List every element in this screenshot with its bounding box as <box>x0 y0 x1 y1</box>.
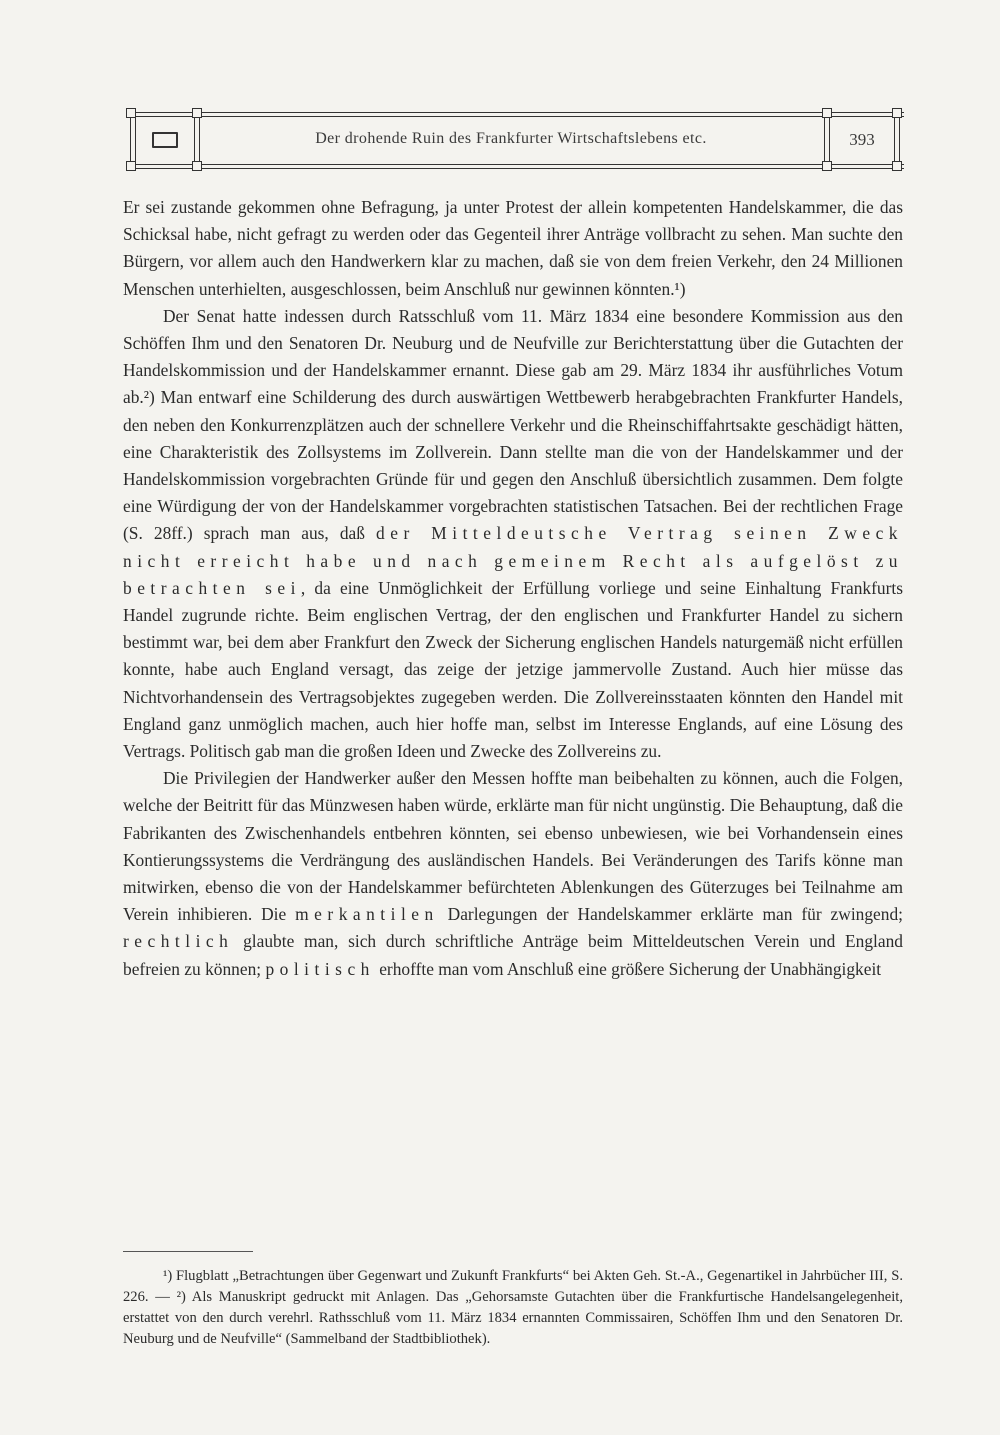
page-number: 393 <box>849 130 875 149</box>
header-rule <box>126 112 904 113</box>
header-ornament-icon <box>152 132 178 148</box>
text-run: , da eine Unmöglichkeit der Erfüllung vorliege und seine Einhaltung Frankfurts Handel zugrunde richte. Beim englischen Vertrag, der den englischen und Frankfurter Handel zu sichern bestimmt war, bei dem aber Frankfurt den Zweck der Sicherung englischen Handels naturgemäß nicht erfüllen konnte, habe auch England versagt, das zeige der jetzige jammervolle Zustand. Auch hier müsse das Nichtvorhandensein des Vertragsobjektes zugegeben werden. Die Zollvereinsstaaten könnten den Handel mit England ganz unmöglich machen, auch hier hoffe man, selbst im Interesse Englands, auf eine Lösung des Vertrags. Politisch gab man die großen Ideen und Zwecke des Zollvereins zu. <box>123 577 903 762</box>
header-corner-square <box>192 161 202 171</box>
emphasized-text: merkantilen <box>295 904 439 925</box>
paragraph <box>123 303 903 765</box>
text-run: Er sei zustande gekommen ohne Befragung, ja unter Protest der allein kompetenten Handelskammer, die das Schicksal habe, nicht gefragt zu werden oder das Gegenteil ihrer Anträge vollbracht zu sehen. Man suchte den Bürgern, vor allem auch den Handwerkern klar zu machen, daß sie von dem freien Verkehr, den 24 Millionen Menschen unterhielten, ausgeschlossen, beim Anschluß nur gewinnen könnten.¹) <box>123 197 903 299</box>
header-corner-square <box>822 108 832 118</box>
header-rule <box>126 164 904 165</box>
header-rule <box>126 168 904 169</box>
header-corner-square <box>126 161 136 171</box>
page-header <box>126 108 904 172</box>
text-run: Darlegungen der Handelskammer erklärte man für zwingend; <box>438 904 903 925</box>
paragraph <box>123 765 903 983</box>
header-corner-square <box>892 108 902 118</box>
header-corner-square <box>192 108 202 118</box>
footnote-separator <box>123 1251 253 1252</box>
text-run: Die Privilegien der Handwerker außer den Messen hoffte man beibehalten zu können, auch die Folgen, welche der Beitritt für das Münzwesen haben würde, erklärte man für nicht ungünstig. Die Behauptung, daß die Fabrikanten des Zwischenhandels entbehren könnten, sei ebenso unbewiesen, wie bei Vorhandensein eines Kontierungssystems die Verdrängung des ausländischen Handels. Bei Veränderungen des Tarifs könne man mitwirken, ebenso die von der Handelskammer befürchteten Ablenkungen des Güterzuges bei Teilnahme am Verein inhibieren. Die <box>123 768 903 925</box>
header-rule <box>126 116 904 117</box>
paragraph <box>123 194 903 303</box>
text-run: glaubte man, sich durch schriftliche Anträge beim Mitteldeutschen Verein und England befreien zu können; <box>123 931 903 979</box>
emphasized-text: der Mitteldeutsche Vertrag seinen Zweck nicht erreicht habe und nach gemeinem Recht als aufgelöst zu betrachten sei <box>123 523 903 598</box>
footnote: ¹) Flugblatt „Betrachtungen über Gegenwart und Zukunft Frankfurts“ bei Akten Geh. St.-A., Gegenartikel in Jahrbücher III, S. 226. — ²) Als Manuskript gedruckt mit Anlagen. Das „Gehorsamste Gutachten über die Frankfurtische Handelsangelegenheit, erstattet von den durch verehrl. Rathsschluß vom 11. März 1834 ernannten Commissairen, Schöffen Ihm und den Senatoren Dr. Neuburg und de Neufville“ (Sammelband der Stadtbibliothek). <box>123 1268 903 1347</box>
header-corner-square <box>126 108 136 118</box>
footnotes <box>123 1266 903 1350</box>
text-run: erhoffte man vom Anschluß eine größere Sicherung der Unabhängigkeit <box>374 958 882 979</box>
header-corner-square <box>892 161 902 171</box>
header-corner-square <box>822 161 832 171</box>
running-title: Der drohende Ruin des Frankfurter Wirtschaftslebens etc. <box>315 130 707 147</box>
emphasized-text: politisch <box>265 958 375 979</box>
body-text <box>123 194 903 983</box>
text-run: Der Senat hatte indessen durch Ratsschluß vom 11. März 1834 eine besondere Kommission aus den Schöffen Ihm und den Senatoren Dr. Neuburg und de Neufville zur Berichterstattung über die Gutachten der Handelskommission und der Handelskammer ernannt. Diese gab am 29. März 1834 ihr ausführliches Votum ab.²) Man entwarf eine Schilderung des durch auswärtigen Wettbewerb herabgebrachten Frankfurter Handels, den neben den Konkurrenzplätzen auch der schnellere Verkehr und die Rheinschiffahrtsakte geschädigt hätten, eine Charakteristik des Zollsystems im Zollverein. Dann stellte man die von der Handelskammer und der Handelskommission vorgebrachten Gründe für und gegen den Anschluß übersichtlich zusammen. Dem folgte eine Würdigung der von der Handelskammer vorgebrachten statistischen Tatsachen. Bei der rechtlichen Frage (S. 28ff.) sprach man aus, daß <box>123 305 903 544</box>
emphasized-text: rechtlich <box>123 931 234 952</box>
